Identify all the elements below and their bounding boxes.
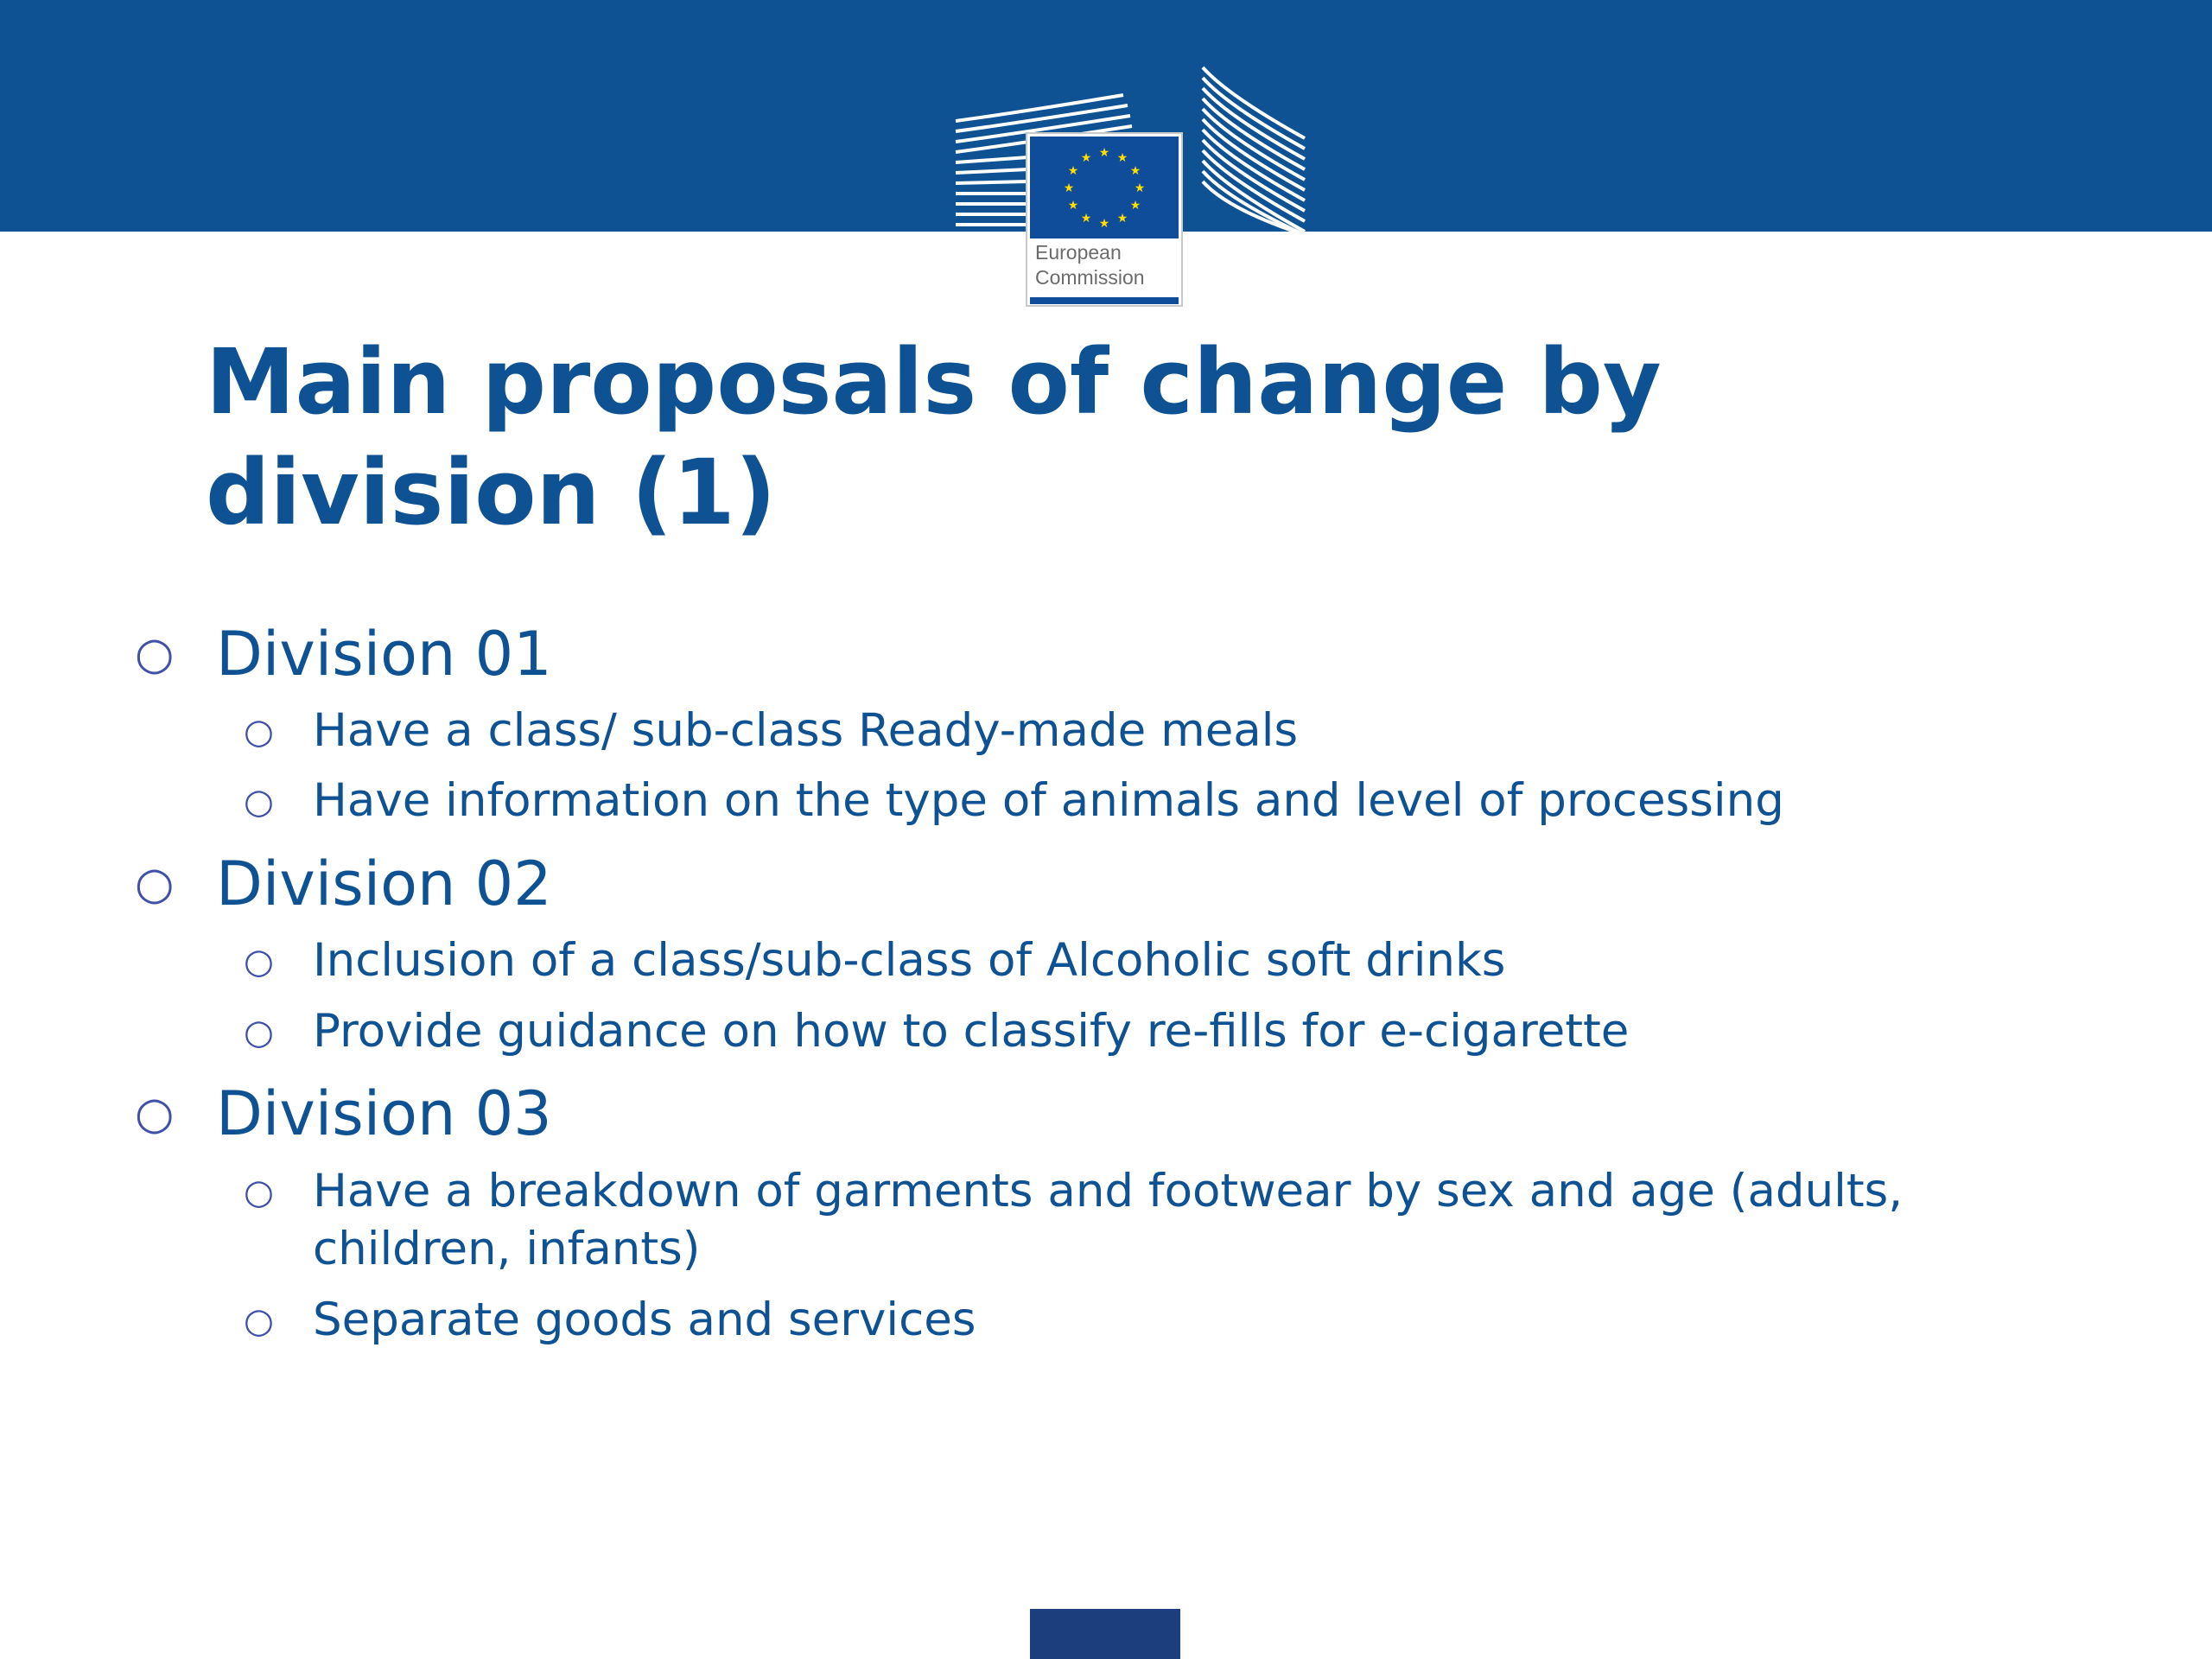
list-item: Have information on the type of animals and level of processing [313, 774, 1784, 827]
bullet-icon: ○ [244, 942, 274, 982]
svg-text:★: ★ [1098, 217, 1110, 231]
svg-text:★: ★ [1129, 164, 1141, 178]
svg-text:★: ★ [1098, 146, 1110, 160]
bullet-icon: ○ [244, 1173, 274, 1212]
footer-tab [1030, 1609, 1180, 1659]
logo-line-2: Commission [1035, 266, 1145, 289]
bullet-icon: ○ [135, 858, 175, 910]
svg-text:★: ★ [1116, 212, 1128, 226]
svg-text:★: ★ [1067, 164, 1079, 178]
building-right-wing [1203, 67, 1305, 235]
svg-text:★: ★ [1080, 212, 1092, 226]
svg-text:★: ★ [1129, 199, 1141, 213]
section-heading: Division 02 [216, 849, 552, 919]
bullet-icon: ○ [244, 1013, 274, 1052]
section-heading: Division 03 [216, 1078, 552, 1149]
section-heading: Division 01 [216, 619, 552, 690]
list-item: Provide guidance on how to classify re-fills for e-cigarette [313, 1005, 1630, 1058]
list-item: Inclusion of a class/sub-class of Alcoholic soft drinks [313, 934, 1506, 987]
bullet-icon: ○ [244, 782, 274, 822]
bullet-icon: ○ [244, 1301, 274, 1341]
svg-text:★: ★ [1080, 151, 1092, 165]
bullet-icon: ○ [135, 628, 175, 680]
list-item: Have a class/ sub-class Ready-made meals [313, 704, 1299, 757]
logo-caption [1035, 240, 1173, 290]
svg-text:★: ★ [1134, 181, 1146, 195]
bullet-icon: ○ [244, 712, 274, 752]
list-item: Have a breakdown of garments and footwear by sex and age (adults, children, infants) [313, 1165, 1904, 1275]
list-item: Separate goods and services [313, 1294, 976, 1346]
svg-text:★: ★ [1063, 181, 1075, 195]
svg-text:★: ★ [1067, 199, 1079, 213]
slide-title: Main proposals of change by division (1) [206, 329, 1662, 545]
svg-text:★: ★ [1116, 151, 1128, 165]
bullet-icon: ○ [135, 1088, 175, 1140]
logo-line-1: European [1035, 241, 1122, 264]
